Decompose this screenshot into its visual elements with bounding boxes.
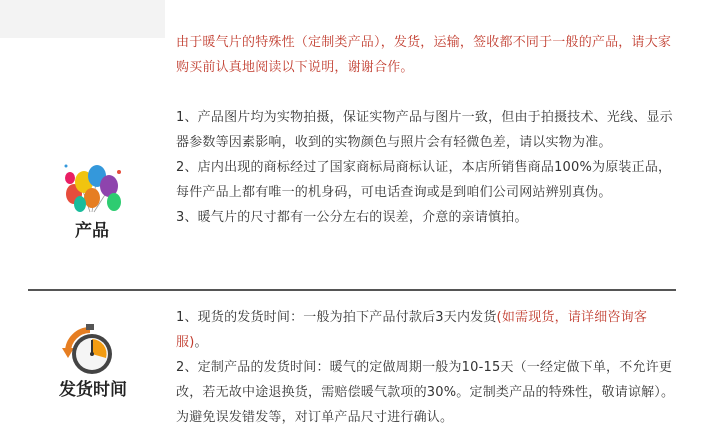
shipping-notes bbox=[176, 305, 676, 430]
shipping-note-1-end: 。 bbox=[194, 335, 208, 350]
section-label-product: 产品 bbox=[75, 221, 109, 241]
shipping-note-1-highlight: (如需现货，请详细咨询客服) bbox=[176, 310, 648, 350]
section-label-shipping: 发货时间 bbox=[59, 380, 127, 400]
section-divider bbox=[28, 289, 676, 291]
notice-text: 由于暖气片的特殊性（定制类产品），发货，运输，签收都不同于一般的产品，请大家购买前认真地阅读以下说明，谢谢合作。 bbox=[176, 35, 672, 75]
shipping-note-2: 2、定制产品的发货时间：暖气的定做周期一般为10-15天（一经定做下单，不允许更改，若无故中途退换货，需赔偿暖气款项的30%。定制类产品的特殊性，敬请谅解）。为避免误发错发等，对订单产品尺寸进行确认。 bbox=[176, 360, 675, 425]
product-note-2: 2、店内出现的商标经过了国家商标局商标认证，本店所销售商品100%为原装正品，每件产品上都有唯一的机身码，可电话查询或是到咱们公司网站辨别真伪。 bbox=[176, 160, 672, 200]
balloons-icon bbox=[62, 160, 124, 216]
shipping-note-1-text: 1、现货的发货时间：一般为拍下产品付款后3天内发货 bbox=[176, 310, 497, 325]
product-note-3: 3、暖气片的尺寸都有一公分左右的误差，介意的亲请慎拍。 bbox=[176, 210, 528, 225]
shipping-note-1 bbox=[176, 305, 676, 355]
product-note-1: 1、产品图片均为实物拍摄，保证实物产品与图片一致，但由于拍摄技术、光线、显示器参数等因素影响，收到的实物颜色与照片会有轻微色差，请以实物为准。 bbox=[176, 110, 673, 150]
shipping-notice bbox=[176, 30, 676, 80]
header-tab bbox=[0, 0, 165, 38]
stopwatch-icon bbox=[60, 322, 120, 378]
product-notes bbox=[176, 105, 676, 230]
